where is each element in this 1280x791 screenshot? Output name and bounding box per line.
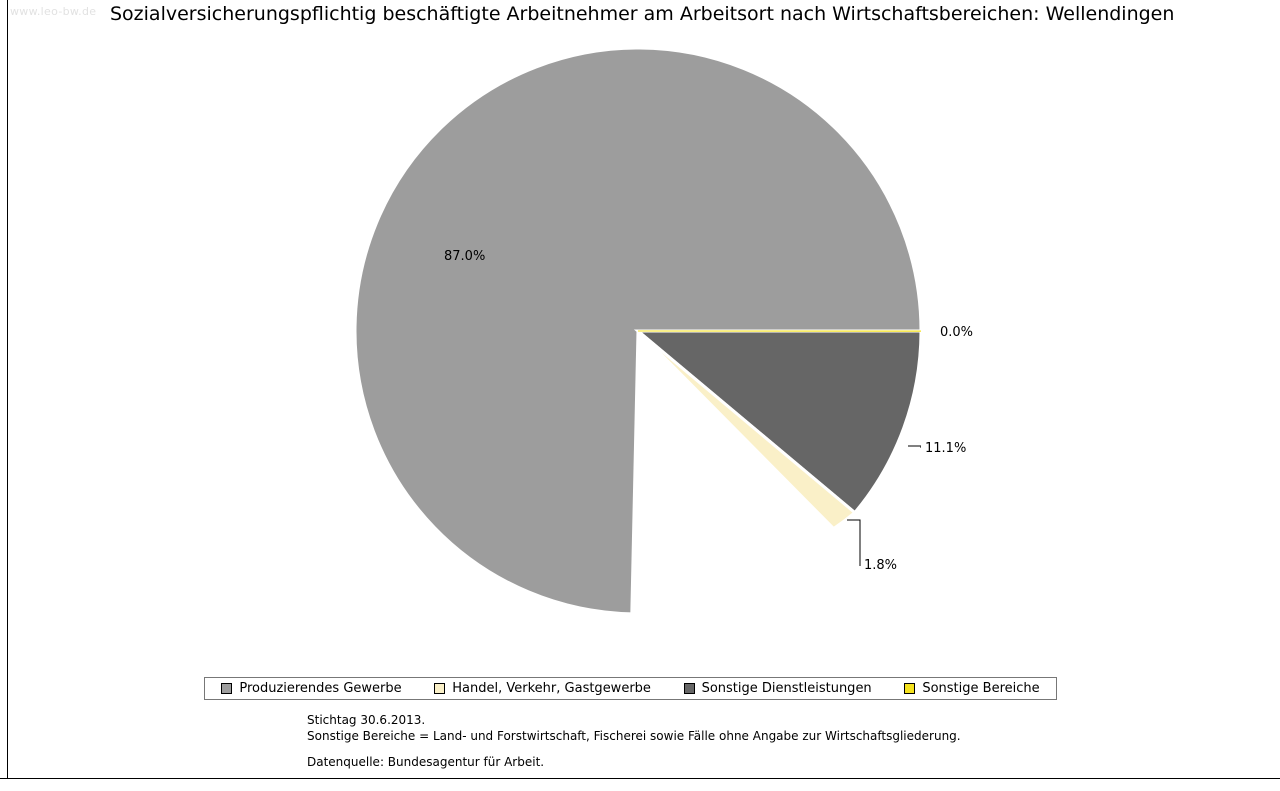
pie-value-label-sonstige-bereiche: 0.0% [940,325,974,340]
watermark-text: www.leo-bw.de [10,5,97,18]
chart-legend [204,677,1057,700]
footnote-spacer [307,744,961,754]
footnote-line-1: Stichtag 30.6.2013. [307,713,426,727]
legend-swatch-icon [221,683,232,694]
leader-line-handel-verkehr-gastgewerbe [847,520,860,566]
legend-item-label: Produzierendes Gewerbe [239,681,402,696]
leader-line-sonstige-dienstleistungen [908,446,921,448]
page-title: Sozialversicherungspflichtig beschäftigte Arbeitnehmer am Arbeitsort nach Wirtschaftsbereichen: Wellendingen [110,3,1175,25]
page-frame-left [0,0,8,791]
pie-value-label-handel-verkehr-gastgewerbe: 1.8% [864,558,898,573]
pie-value-label-produzierendes-gewerbe: 87.0% [444,249,486,264]
pie-slice-sonstige-dienstleistungen [638,331,921,513]
legend-item-label: Sonstige Bereiche [922,681,1040,696]
legend-item-label: Sonstige Dienstleistungen [701,681,872,696]
pie-value-label-sonstige-dienstleistungen: 11.1% [925,441,967,456]
pie-chart [355,48,921,614]
legend-swatch-icon [684,683,695,694]
legend-swatch-icon [904,683,915,694]
chart-footnotes [307,712,961,770]
footnote-line-2: Sonstige Bereiche = Land- und Forstwirtschaft, Fischerei sowie Fälle ohne Angabe zur Wirtschaftsgliederung. [307,729,961,743]
legend-item-handel-verkehr-gastgewerbe [428,681,657,696]
footnote-line-3: Datenquelle: Bundesagentur für Arbeit. [307,755,545,769]
legend-item-sonstige-bereiche [898,681,1045,696]
legend-item-sonstige-dienstleistungen [678,681,878,696]
pie-svg [355,48,921,614]
legend-swatch-icon [434,683,445,694]
legend-item-label: Handel, Verkehr, Gastgewerbe [452,681,651,696]
page-frame-bottom [0,778,1280,791]
legend-item-produzierendes-gewerbe [215,681,407,696]
